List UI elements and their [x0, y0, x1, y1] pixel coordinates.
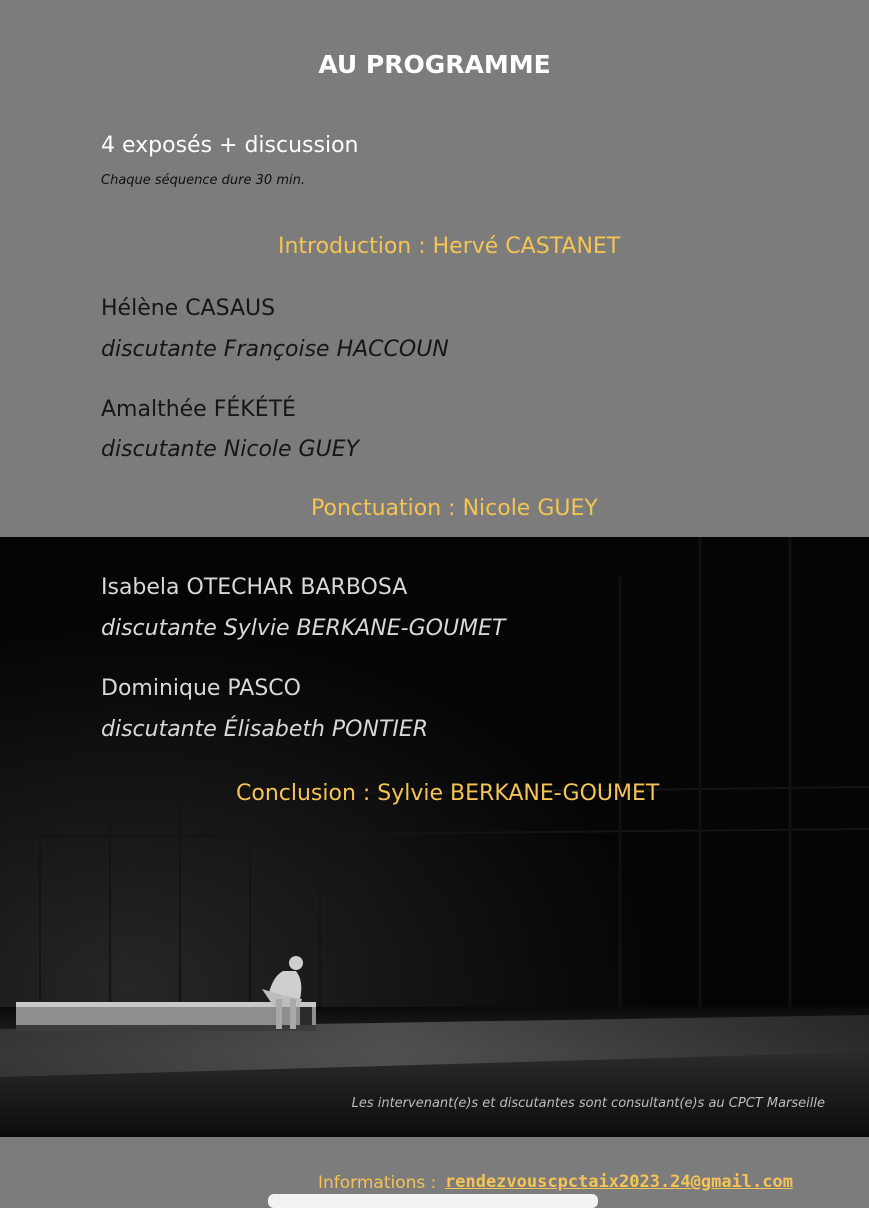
discussant-3: discutante Sylvie BERKANE-GOUMET — [101, 616, 506, 641]
conclusion-line: Conclusion : Sylvie BERKANE-GOUMET — [236, 781, 660, 806]
speaker-4: Dominique PASCO — [101, 676, 301, 701]
info-label: Informations : — [318, 1173, 437, 1193]
speaker-3: Isabela OTECHAR BARBOSA — [101, 575, 408, 600]
speaker-1: Hélène CASAUS — [101, 296, 276, 321]
consultants-footnote: Les intervenant(e)s et discutantes sont consultant(e)s au CPCT Marseille — [351, 1096, 825, 1111]
speaker-2: Amalthée FÉKÉTÉ — [101, 397, 296, 422]
next-page-edge — [268, 1194, 598, 1208]
introduction-line: Introduction : Hervé CASTANET — [278, 234, 621, 259]
discussant-4: discutante Élisabeth PONTIER — [101, 717, 429, 742]
program-format: 4 exposés + discussion — [101, 133, 359, 158]
discussant-1: discutante Françoise HACCOUN — [101, 337, 449, 362]
sequence-duration-note: Chaque séquence dure 30 min. — [101, 173, 305, 188]
page-title: AU PROGRAMME — [318, 50, 551, 79]
discussant-2: discutante Nicole GUEY — [101, 437, 360, 462]
punctuation-line: Ponctuation : Nicole GUEY — [311, 496, 598, 521]
contact-email-link[interactable]: rendezvouscpctaix2023.24@gmail.com — [445, 1172, 793, 1192]
